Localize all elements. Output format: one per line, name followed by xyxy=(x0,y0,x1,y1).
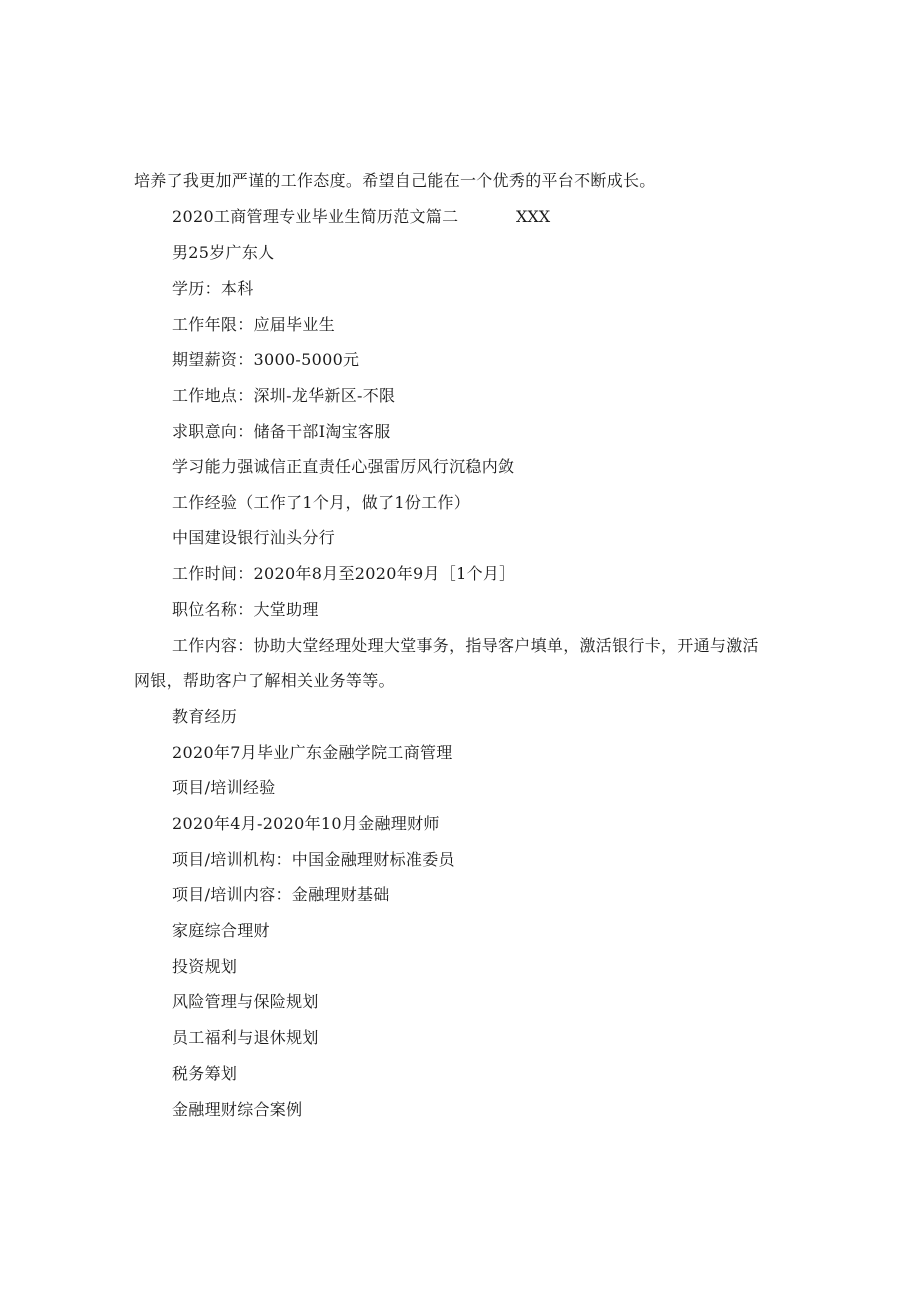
position-name: 职位名称：大堂助理 xyxy=(172,600,319,619)
job-intent: 求职意向：储备干部I淘宝客服 xyxy=(172,422,391,441)
basic-info: 男25岁广东人 xyxy=(172,243,275,262)
resume-heading-name: XXX xyxy=(516,207,551,226)
education-title: 教育经历 xyxy=(172,707,238,726)
intro-tail-text: 培养了我更加严谨的工作态度。希望自己能在一个优秀的平台不断成长。 xyxy=(134,171,656,190)
expected-salary: 期望薪资：3000-5000元 xyxy=(172,350,360,369)
company-name: 中国建设银行汕头分行 xyxy=(172,528,336,547)
project-time: 2020年4月-2020年10月金融理财师 xyxy=(172,814,440,833)
education-level: 学历：本科 xyxy=(172,279,254,298)
work-time: 工作时间：2020年8月至2020年9月［1个月］ xyxy=(172,564,516,583)
project-title: 项目/培训经验 xyxy=(172,778,276,797)
project-org: 项目/培训机构：中国金融理财标准委员 xyxy=(172,850,455,869)
resume-heading: 2020工商管理专业毕业生简历范文篇二 xyxy=(172,207,459,226)
experience-title: 工作经验（工作了1个月，做了1份工作） xyxy=(172,493,471,512)
topic-item: 税务筹划 xyxy=(172,1064,238,1083)
topic-item: 金融理财综合案例 xyxy=(172,1100,303,1119)
topic-item: 员工福利与退休规划 xyxy=(172,1028,319,1047)
work-years: 工作年限：应届毕业生 xyxy=(172,315,336,334)
work-content-line-1: 工作内容：协助大堂经理处理大堂事务，指导客户填单，激活银行卡，开通与激活 xyxy=(172,636,759,655)
topic-item: 投资规划 xyxy=(172,957,238,976)
topic-item: 风险管理与保险规划 xyxy=(172,992,319,1011)
topic-item: 家庭综合理财 xyxy=(172,921,270,940)
education-item: 2020年7月毕业广东金融学院工商管理 xyxy=(172,743,453,762)
project-content: 项目/培训内容：金融理财基础 xyxy=(172,885,390,904)
personal-traits: 学习能力强诚信正直责任心强雷厉风行沉稳内敛 xyxy=(172,457,515,476)
work-content-line-2: 网银，帮助客户了解相关业务等等。 xyxy=(134,671,395,690)
work-location: 工作地点：深圳-龙华新区-不限 xyxy=(172,386,396,405)
